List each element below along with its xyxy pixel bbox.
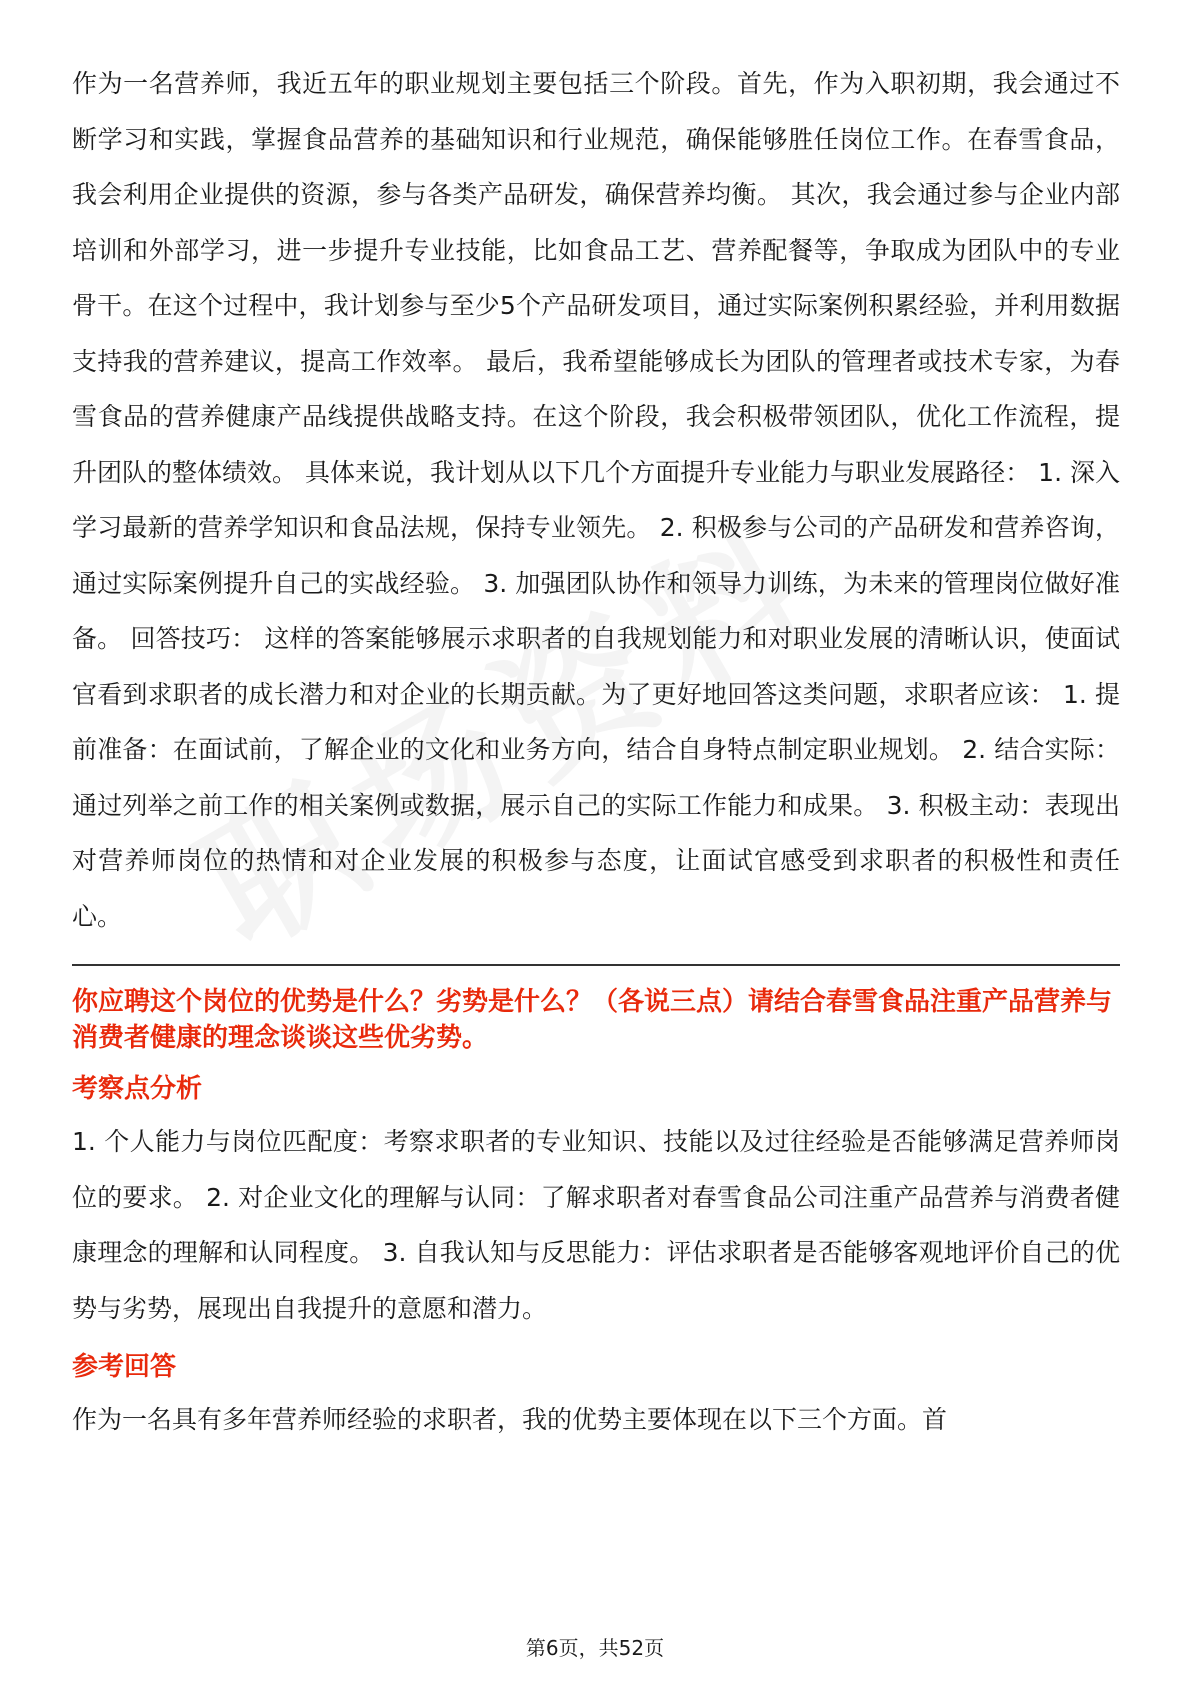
section-divider xyxy=(72,964,1120,966)
analysis-heading: 考察点分析 xyxy=(72,1074,203,1104)
reference-paragraph: 作为一名具有多年营养师经验的求职者，我的优势主要体现在以下三个方面。首 xyxy=(72,1405,948,1434)
document-content xyxy=(72,56,1120,1448)
reference-heading: 参考回答 xyxy=(72,1352,177,1382)
analysis-paragraph: 1. 个人能力与岗位匹配度：考察求职者的专业知识、技能以及过往经验是否能够满足营养师岗位的要求。 2. 对企业文化的理解与认同：了解求职者对春雪食品公司注重产品营养与消费者健康理念的理解和认同程度。 3. 自我认知与反思能力：评估求职者是否能够客观地评价自己的优势与劣势，展现出自我提升的意愿和潜力。 xyxy=(72,1127,1120,1323)
question-heading: 你应聘这个岗位的优势是什么？劣势是什么？（各说三点）请结合春雪食品注重产品营养与消费者健康的理念谈谈这些优劣势。 xyxy=(72,987,1113,1053)
page-number: 第6页，共52页 xyxy=(525,1636,665,1660)
intro-paragraph: 作为一名营养师，我近五年的职业规划主要包括三个阶段。首先，作为入职初期，我会通过不断学习和实践，掌握食品营养的基础知识和行业规范，确保能够胜任岗位工作。在春雪食品，我会利用企业提供的资源，参与各类产品研发，确保营养均衡。 其次，我会通过参与企业内部培训和外部学习，进一步提升专业技能，比如食品工艺、营养配餐等，争取成为团队中的专业骨干。在这个过程中，我计划参与至少5个产品研发项目，通过实际案例积累经验，并利用数据支持我的营养建议，提高工作效率。 最后，我希望能够成长为团队的管理者或技术专家，为春雪食品的营养健康产品线提供战略支持。在这个阶段，我会积极带领团队，优化工作流程，提升团队的整体绩效。 具体来说，我计划从以下几个方面提升专业能力与职业发展路径： 1. 深入学习最新的营养学知识和食品法规，保持专业领先。 2. 积极参与公司的产品研发和营养咨询，通过实际案例提升自己的实战经验。 3. 加强团队协作和领导力训练，为未来的管理岗位做好准备。 回答技巧： 这样的答案能够展示求职者的自我规划能力和对职业发展的清晰认识，使面试官看到求职者的成长潜力和对企业的长期贡献。为了更好地回答这类问题，求职者应该： 1. 提前准备：在面试前，了解企业的文化和业务方向，结合自身特点制定职业规划。 2. 结合实际：通过列举之前工作的相关案例或数据，展示自己的实际工作能力和成果。 3. 积极主动：表现出对营养师岗位的热情和对企业发展的积极参与态度，让面试官感受到求职者的积极性和责任心。 xyxy=(72,69,1120,931)
